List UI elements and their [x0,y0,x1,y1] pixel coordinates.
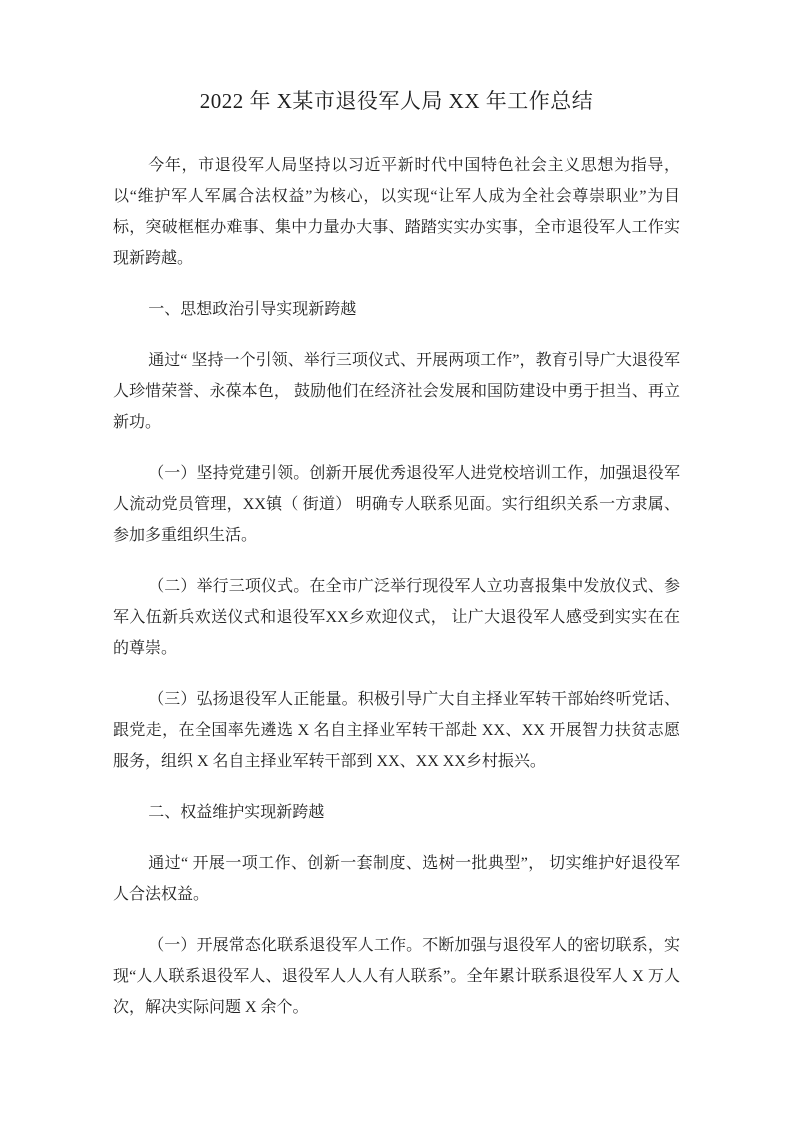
paragraph-section2-overview: 通过“ 开展一项工作、创新一套制度、选树一批典型”， 切实维护好退役军人合法权益。 [113,855,680,903]
document-title: 2022 年 X某市退役军人局 XX 年工作总结 [199,89,594,113]
paragraph-section2-item1: （一）开展常态化联系退役军人工作。不断加强与退役军人的密切联系，实现“人人联系退役军人、退役军人人人有人联系”。全年累计联系退役军人 X 万人次，解决实际问题 X 余个。 [113,937,680,1016]
paragraph-section1-overview: 通过“ 坚持一个引领、举行三项仪式、开展两项工作”，教育引导广大退役军人珍惜荣誉、永葆本色， 鼓励他们在经济社会发展和国防建设中勇于担当、再立新功。 [113,352,680,431]
section-heading-1: 一、思想政治引导实现新跨越 [148,301,357,318]
paragraph-section1-item1: （一）坚持党建引领。创新开展优秀退役军人进党校培训工作，加强退役军人流动党员管理，XX镇（ 街道） 明确专人联系见面。实行组织关系一方隶属、参加多重组织生活。 [113,465,680,544]
section-heading-2: 二、权益维护实现新跨越 [148,804,325,821]
paragraph-section1-item2: （二）举行三项仪式。在全市广泛举行现役军人立功喜报集中发放仪式、参军入伍新兵欢送仪式和退役军XX乡欢迎仪式， 让广大退役军人感受到实实在在的尊崇。 [113,578,680,657]
paragraph-intro: 今年，市退役军人局坚持以习近平新时代中国特色社会主义思想为指导，以“维护军人军属合法权益”为核心，以实现“让军人成为全社会尊崇职业”为目标，突破框框办难事、集中力量办大事、踏踏实实办实事，全市退役军人工作实现新跨越。 [113,157,680,267]
paragraph-section1-item3: （三）弘扬退役军人正能量。积极引导广大自主择业军转干部始终听党话、跟党走，在全国率先遴选 X 名自主择业军转干部赴 XX、XX 开展智力扶贫志愿服务，组织 X 名自主择业军转干部到 XX、XX XX乡村振兴。 [113,691,680,770]
